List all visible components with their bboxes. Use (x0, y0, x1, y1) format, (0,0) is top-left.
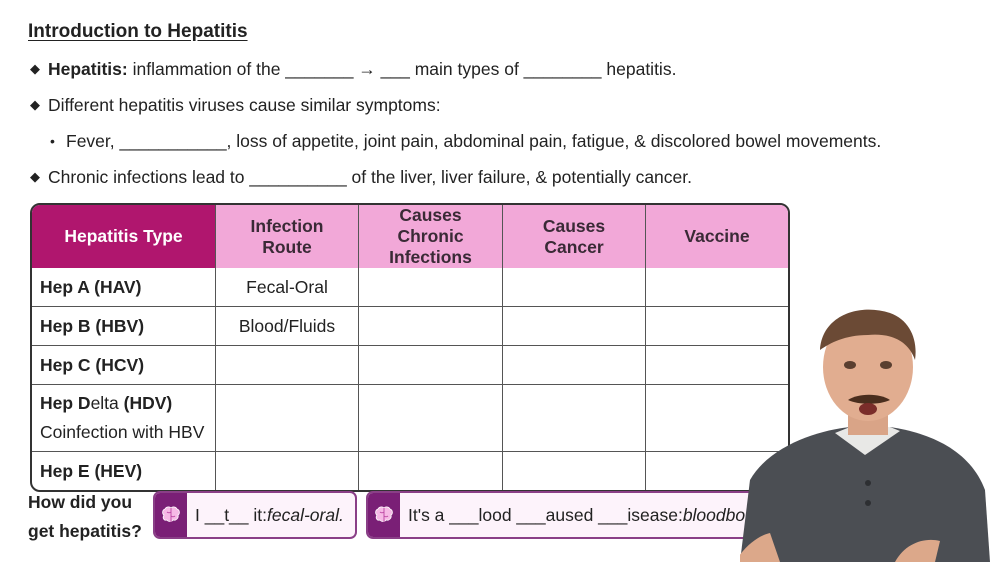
table-row (32, 268, 788, 307)
diamond-bullet-icon: ◆ (30, 61, 40, 76)
cell-chronic (359, 346, 503, 385)
cell-chronic (359, 307, 503, 346)
cell-type (32, 385, 216, 452)
cell-cancer (503, 268, 646, 307)
hint-text: It's a ___lood ___aused ___isease: (408, 504, 683, 525)
table-row (32, 452, 788, 490)
cell-type: Hep A (HAV) (32, 268, 216, 307)
bullet-chronic (30, 167, 692, 188)
cell-cancer (503, 346, 646, 385)
diamond-bullet-icon: ◆ (30, 169, 40, 184)
header-causes-chronic: Causes Chronic Infections (359, 205, 503, 268)
cell-chronic (359, 452, 503, 490)
table-header-row (32, 205, 788, 268)
cell-cancer (503, 452, 646, 490)
brain-icon (368, 493, 400, 537)
type-note: Coinfection with HBV (40, 422, 205, 442)
cell-cancer (503, 385, 646, 452)
cell-chronic (359, 268, 503, 307)
presenter-video (740, 305, 990, 562)
table-row (32, 385, 788, 452)
bullet-term: Hepatitis: (48, 59, 128, 79)
type-name-bold: Hep D (40, 393, 91, 413)
hint-box-bloodborne[interactable] (366, 491, 764, 539)
header-infection-route: Infection Route (216, 205, 359, 268)
hint-answer: fecal-oral. (267, 504, 344, 525)
cell-cancer (503, 307, 646, 346)
question-line-2: get hepatitis? (28, 521, 142, 541)
cell-type: Hep B (HBV) (32, 307, 216, 346)
diamond-bullet-icon: ◆ (30, 97, 40, 112)
hint-box-fecal-oral[interactable] (153, 491, 357, 539)
table-row (32, 346, 788, 385)
cell-route: Blood/Fluids (216, 307, 359, 346)
page-title: Introduction to Hepatitis (28, 21, 248, 42)
brain-icon (155, 493, 187, 537)
bullet-symptoms (30, 95, 441, 116)
cell-route (216, 385, 359, 452)
type-abbrev: (HDV) (118, 393, 173, 413)
cell-vaccine (646, 268, 788, 307)
type-name-normal: elta (90, 393, 119, 413)
header-causes-cancer: Causes Cancer (503, 205, 646, 268)
bullet-text: Chronic infections lead to __________ of the liver, liver failure, & potentially cancer. (48, 167, 692, 187)
cell-route (216, 346, 359, 385)
cell-route (216, 452, 359, 490)
cell-type: Hep E (HEV) (32, 452, 216, 490)
hint-answer: bloodbo (682, 504, 746, 525)
header-hepatitis-type: Hepatitis Type (32, 205, 216, 268)
hepatitis-table (30, 203, 790, 492)
bullet-definition (30, 59, 676, 80)
question-label (28, 488, 142, 546)
header-vaccine: Vaccine (646, 205, 788, 268)
bullet-text: Different hepatitis viruses cause similar symptoms: (48, 95, 441, 115)
dot-bullet-icon: • (50, 133, 55, 149)
cell-route: Fecal-Oral (216, 268, 359, 307)
cell-chronic (359, 385, 503, 452)
table-row (32, 307, 788, 346)
cell-type: Hep C (HCV) (32, 346, 216, 385)
question-line-1: How did you (28, 492, 133, 512)
hint-text: I __t__ it: (195, 504, 267, 525)
sub-bullet-symptom-list (50, 131, 881, 152)
bullet-text: inflammation of the _______ → ___ main types of ________ hepatitis. (127, 59, 677, 79)
bullet-text: Fever, ___________, loss of appetite, joint pain, abdominal pain, fatigue, & discolored bowel movements. (66, 131, 882, 151)
